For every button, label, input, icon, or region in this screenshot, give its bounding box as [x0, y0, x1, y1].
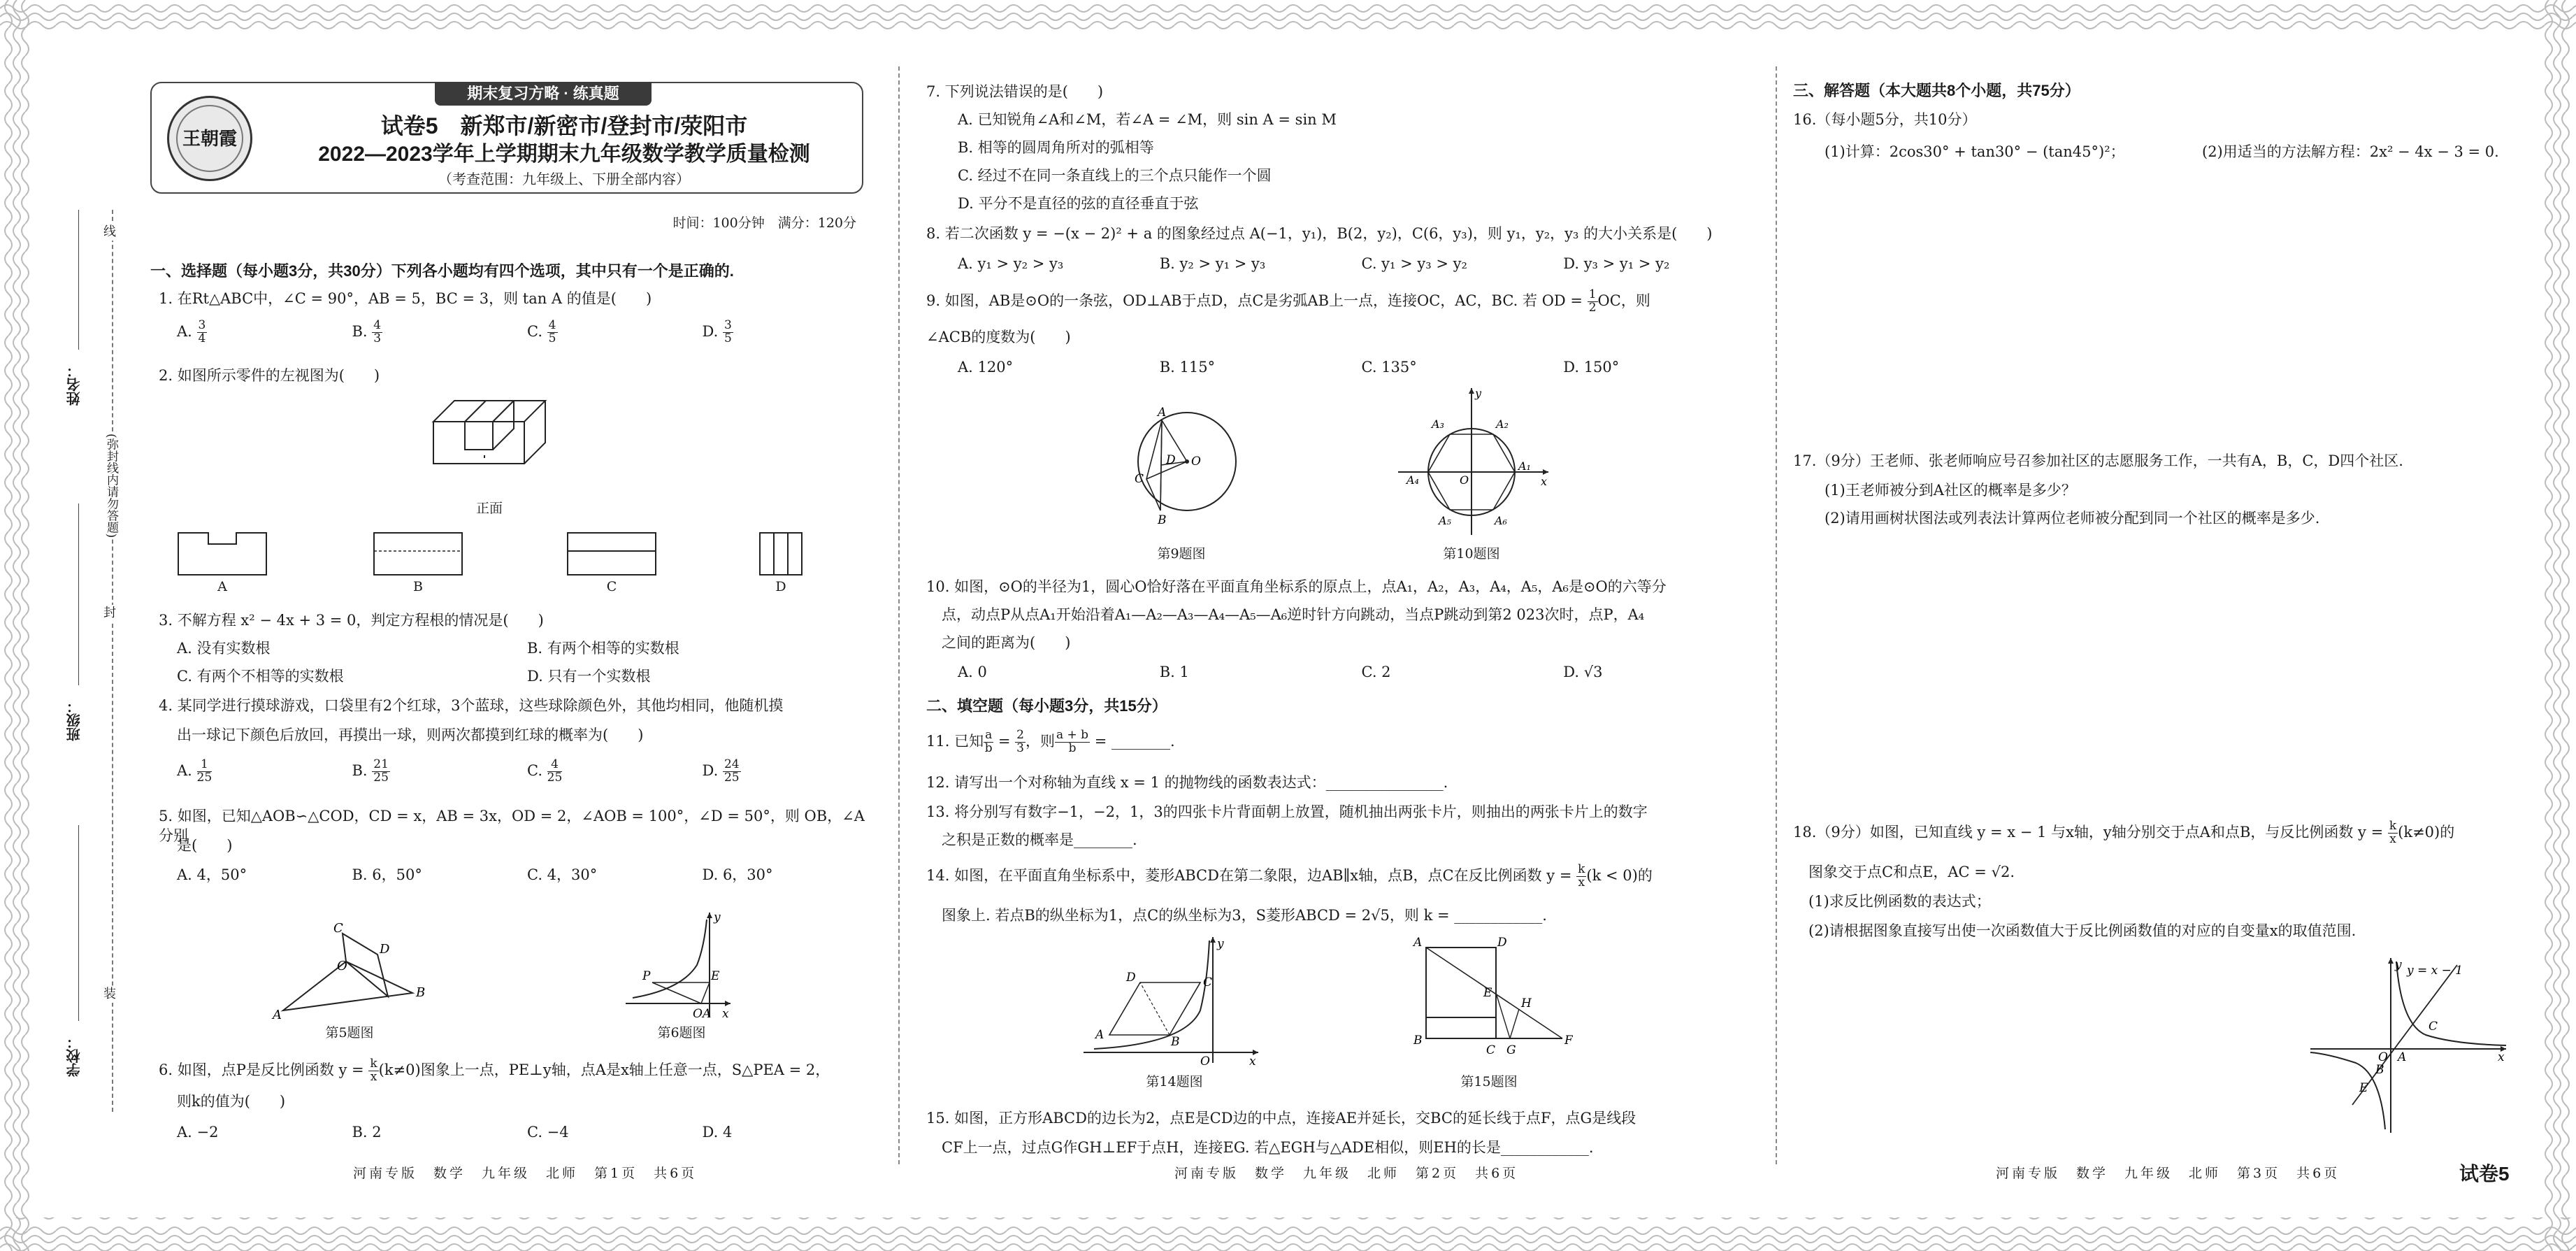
q1-opt-a[interactable]: A. $\frac{3}{4}$: [177, 318, 206, 345]
q3-stem: 3. 不解方程 x² − 4x + 3 = 0，判定方程根的情况是( ): [159, 612, 544, 629]
footer-page-3: 河南专版 数学 九年级 北师 第3页 共6页: [1996, 1166, 2340, 1181]
q18-pre: 18.（9分）如图，已知直线 y = x − 1 与x轴，y轴分别交于点A和点B，与反比例函数 y =: [1793, 823, 2388, 841]
svg-text:D: D: [1126, 971, 1136, 985]
q9-opt-b[interactable]: B. 115°: [1159, 359, 1216, 376]
q9-opt-a[interactable]: A. 120°: [958, 359, 1014, 376]
q14-frac: $\frac{k}{x}$: [1578, 862, 1585, 889]
school-label: 学校：: [67, 1035, 82, 1077]
q8-opt-d[interactable]: D. y₃ > y₁ > y₂: [1563, 255, 1670, 272]
svg-text:A₅: A₅: [1439, 514, 1451, 527]
q14-pre: 14. 如图，在平面直角坐标系中，菱形ABCD在第二象限，边AB∥x轴，点B，点C在反比例函数 y =: [926, 866, 1577, 884]
q6-opt-a[interactable]: A. −2: [177, 1124, 219, 1141]
q6-opt-b[interactable]: B. 2: [352, 1124, 382, 1141]
q11-stem: [926, 729, 1765, 755]
q14-figure: [1080, 934, 1262, 1066]
q8-opt-c[interactable]: C. y₁ > y₃ > y₂: [1361, 255, 1467, 272]
q3-opt-c[interactable]: C. 有两个不相等的实数根: [177, 668, 344, 685]
time-info: 时间：100分钟 满分：120分: [672, 215, 856, 231]
svg-text:y: y: [1217, 937, 1224, 951]
q2-front-label: 正面: [475, 501, 503, 516]
svg-text:E: E: [711, 969, 720, 983]
svg-text:B: B: [1413, 1034, 1423, 1048]
q2-opt-b[interactable]: B: [413, 579, 423, 594]
q4-options: [177, 759, 877, 785]
q3-opt-b[interactable]: B. 有两个相等的实数根: [527, 640, 679, 657]
q6-opt-d[interactable]: D. 4: [702, 1124, 733, 1141]
q5-figure: [269, 906, 451, 1024]
svg-text:y: y: [1475, 387, 1482, 400]
q7-opt-c[interactable]: C. 经过不在同一条直线上的三个点只能作一个圆: [958, 167, 1272, 184]
q10-stem-1: 10. 如图，⊙O的半径为1，圆心O恰好落在平面直角坐标系的原点上，点A₁，A₂，A₃，A₄，A₅，A₆是⊙O的六等分: [926, 578, 1667, 595]
svg-text:C: C: [1135, 472, 1144, 486]
q10-caption: 第10题图: [1443, 546, 1500, 562]
q9-caption: 第9题图: [1157, 546, 1206, 562]
q11-frac3: $\frac{a + b}{b}$: [1056, 728, 1089, 755]
bind-char: 装: [103, 986, 116, 1003]
class-line: [78, 503, 79, 685]
q10-opt-c[interactable]: C. 2: [1361, 664, 1391, 680]
q2-opt-d[interactable]: D: [775, 579, 786, 594]
q6-frac: $\frac{k}{x}$: [370, 1057, 377, 1084]
q1-opt-d[interactable]: D. $\frac{3}{5}$: [702, 318, 732, 345]
q16-answer-space[interactable]: [1793, 171, 2520, 444]
q14-stem-2[interactable]: 图象上. 若点B的纵坐标为1，点C的纵坐标为3，S菱形ABCD = 2√5，则 k = ____________.: [942, 907, 1547, 924]
exam-scope: （考查范围：九年级上、下册全部内容）: [438, 171, 690, 187]
q7-opt-a[interactable]: A. 已知锐角∠A和∠M，若∠A = ∠M，则 sin A = sin M: [958, 111, 1337, 128]
svg-text:x: x: [2498, 1050, 2505, 1064]
svg-text:C: C: [2429, 1020, 2438, 1034]
q11-frac2: $\frac{2}{3}$: [1016, 728, 1024, 755]
svg-text:O: O: [1460, 473, 1469, 487]
binding-sidebar: [63, 210, 119, 1119]
svg-text:G: G: [1506, 1043, 1516, 1057]
svg-text:O: O: [693, 1007, 703, 1021]
class-label: 班级：: [67, 699, 82, 741]
svg-text:D: D: [380, 942, 390, 957]
svg-text:H: H: [1521, 996, 1532, 1010]
svg-text:A: A: [2398, 1050, 2407, 1064]
svg-text:A₄: A₄: [1406, 473, 1419, 487]
svg-text:B: B: [1171, 1035, 1180, 1049]
publisher-logo: [167, 96, 252, 181]
q11-then: ，则: [1026, 732, 1055, 750]
svg-text:A: A: [1413, 936, 1423, 950]
page-1: [150, 66, 877, 1185]
q11-frac1: $\frac{a}{b}$: [984, 728, 993, 755]
svg-text:E: E: [2359, 1081, 2368, 1095]
q6-post: (k≠0)图象上一点，PE⊥y轴，点A是x轴上任意一点，S△PEA = 2，: [378, 1061, 830, 1078]
q6-stem-1: [159, 1058, 877, 1084]
q18-frac: $\frac{k}{x}$: [2389, 819, 2397, 846]
q14-caption: 第14题图: [1146, 1074, 1203, 1089]
svg-text:B: B: [1158, 513, 1167, 527]
q10-options: [958, 662, 1765, 682]
q17-part1: (1)王老师被分到A社区的概率是多少？: [1825, 482, 2076, 499]
q2-view-a: [177, 531, 268, 576]
q4-opt-c[interactable]: C. $\frac{4}{25}$: [527, 757, 563, 785]
svg-text:D: D: [1166, 453, 1176, 467]
q6-pre: 6. 如图，点P是反比例函数 y =: [159, 1061, 369, 1078]
q11-eq: =: [993, 732, 1016, 750]
q8-stem: 8. 若二次函数 y = −(x − 2)² + a 的图象经过点 A(−1，y₁)，B(2，y₂)，C(6，y₃)，则 y₁，y₂，y₃ 的大小关系是( ): [926, 225, 1713, 242]
q1-opt-c[interactable]: C. $\frac{4}{5}$: [527, 318, 556, 345]
q5-opt-a[interactable]: A. 4，50°: [177, 866, 247, 883]
q5-stem-2: 是( ): [177, 837, 233, 854]
q18-part2: (2)请根据图象直接写出使一次函数值大于反比例函数值的对应的自变量x的取值范围.: [1808, 922, 2356, 939]
q12-stem[interactable]: 12. 请写出一个对称轴为直线 x = 1 的抛物线的函数表达式：________________.: [926, 774, 1448, 791]
q8-options: [958, 254, 1765, 273]
q2-stem: 2. 如图所示零件的左视图为( ): [159, 367, 380, 384]
svg-text:x: x: [722, 1007, 729, 1021]
q9-frac: $\frac{1}{2}$: [1588, 287, 1597, 315]
q11-answer-blank[interactable]: = ________.: [1090, 732, 1175, 750]
q6-stem-2: 则k的值为( ): [177, 1093, 286, 1110]
q16-head: 16.（每小题5分，共10分）: [1793, 111, 1977, 128]
svg-text:B: B: [2375, 1063, 2384, 1077]
q5-options: [177, 865, 877, 885]
q3-opt-a[interactable]: A. 没有实数根: [177, 640, 271, 657]
q4-stem-1: 4. 某同学进行摸球游戏，口袋里有2个红球，3个蓝球，这些球除颜色外，其他均相同，他随机摸: [159, 697, 784, 714]
q7-opt-d[interactable]: D. 平分不是直径的弦的直径垂直于弦: [958, 195, 1199, 212]
banner: 期末复习方略 · 练真题: [435, 82, 652, 106]
q1-opt-b[interactable]: B. $\frac{4}{3}$: [352, 318, 382, 345]
svg-text:B: B: [416, 985, 426, 1000]
svg-text:A: A: [1095, 1028, 1104, 1042]
q10-stem-2: 点，动点P从点A₁开始沿着A₁—A₂—A₃—A₄—A₅—A₆逆时针方向跳动，当点P跳动到第2 023次时，点P，A₄: [942, 606, 1645, 623]
q10-stem-3: 之间的距离为( ): [942, 634, 1071, 651]
q9-figure: [1104, 395, 1244, 535]
q16-part1: (1)计算：2cos30° + tan30° − (tan45°)²；: [1825, 143, 2125, 160]
q2-opt-a[interactable]: A: [217, 579, 227, 594]
q14-post: (k < 0)的: [1586, 866, 1653, 884]
svg-text:O: O: [1191, 455, 1201, 469]
seal-char: 封: [103, 605, 116, 622]
page-2: [926, 66, 1765, 1185]
q6-figure: [619, 906, 737, 1024]
bind-notice: (弥封线内请勿答题): [104, 434, 118, 538]
school-line: [78, 825, 79, 1021]
q2-part-figure: [426, 394, 552, 471]
q14-stem-1: [926, 864, 1765, 889]
q17-part2: (2)请用画树状图法或列表法计算两位老师被分配到同一个社区的概率是多少.: [1825, 510, 2320, 527]
q7-opt-b[interactable]: B. 相等的圆周角所对的弧相等: [958, 139, 1154, 156]
svg-text:x: x: [1541, 475, 1548, 488]
q17-answer-space[interactable]: [1793, 538, 2520, 811]
q17-head: 17.（9分）王老师、张老师响应号召参加社区的志愿服务工作，一共有A，B，C，D四个社区.: [1793, 452, 2403, 469]
svg-text:x: x: [1249, 1055, 1256, 1066]
q15-caption: 第15题图: [1460, 1074, 1518, 1089]
svg-text:C: C: [1203, 975, 1213, 989]
svg-text:D: D: [1497, 936, 1507, 950]
q9-opt-c[interactable]: C. 135°: [1361, 359, 1417, 376]
q5-opt-b[interactable]: B. 6，50°: [352, 866, 422, 883]
q3-opt-d[interactable]: D. 只有一个实数根: [527, 668, 651, 685]
q9-options: [958, 357, 1765, 377]
q16-part2: (2)用适当的方法解方程：2x² − 4x − 3 = 0.: [2202, 143, 2499, 160]
q4-opt-a[interactable]: A. $\frac{1}{25}$: [177, 757, 213, 785]
q3-options-row1: [177, 638, 877, 658]
section1-title: 一、选择题（每小题3分，共30分）下列各小题均有四个选项，其中只有一个是正确的.: [150, 262, 734, 280]
q11-pre: 11. 已知: [926, 732, 984, 750]
q18-part1: (1)求反比例函数的表达式；: [1808, 893, 1991, 910]
svg-text:O: O: [2378, 1050, 2388, 1064]
q5-caption: 第5题图: [325, 1025, 374, 1041]
q2-view-c: [566, 531, 657, 576]
q4-opt-b[interactable]: B. $\frac{21}{25}$: [352, 757, 389, 785]
q18-figure: [2307, 955, 2510, 1136]
line-char: 线: [103, 224, 116, 241]
q1-stem: 1. 在Rt△ABC中，∠C = 90°，AB = 5，BC = 3，则 tan A 的值是( ): [159, 290, 652, 307]
q8-opt-a[interactable]: A. y₁ > y₂ > y₃: [958, 255, 1064, 272]
logo-text: 王朝霞: [182, 129, 237, 150]
name-label: 姓名：: [67, 364, 82, 406]
q10-opt-a[interactable]: A. 0: [958, 664, 987, 680]
q18-stem-2: 图象交于点C和点E，AC = √2.: [1808, 864, 2015, 880]
q5-opt-d[interactable]: D. 6，30°: [702, 866, 773, 883]
section2-title: 二、填空题（每小题3分，共15分）: [926, 697, 1167, 715]
q9-post: OC，则: [1597, 292, 1650, 309]
q6-opt-c[interactable]: C. −4: [527, 1124, 569, 1141]
q10-opt-b[interactable]: B. 1: [1159, 664, 1189, 680]
q6-caption: 第6题图: [657, 1025, 706, 1041]
svg-text:y: y: [2395, 958, 2402, 972]
q9-pre: 9. 如图，AB是⊙O的一条弦，OD⊥AB于点D，点C是劣弧AB上一点，连接OC，AC，BC. 若 OD =: [926, 292, 1588, 309]
svg-text:E: E: [1483, 986, 1492, 1000]
q2-view-d: [758, 531, 803, 576]
q15-figure: [1405, 934, 1573, 1066]
name-line: [78, 210, 79, 350]
svg-text:F: F: [1564, 1034, 1573, 1048]
svg-text:C: C: [1486, 1043, 1496, 1057]
page-divider-1: [898, 66, 900, 1164]
q15-stem-2[interactable]: CF上一点，过点G作GH⊥EF于点H，连接EG. 若△EGH与△ADE相似，则EH的长是____________.: [942, 1139, 1594, 1156]
q4-opt-d[interactable]: D. $\frac{24}{25}$: [702, 757, 740, 785]
q5-opt-c[interactable]: C. 4，30°: [527, 866, 598, 883]
svg-text:y: y: [714, 910, 721, 924]
q18-line-label: y = x − 1: [2407, 964, 2463, 978]
q13-stem-2[interactable]: 之积是正数的概率是________.: [942, 831, 1137, 848]
svg-text:A: A: [703, 1007, 712, 1021]
svg-text:C: C: [333, 921, 343, 936]
footer-page-1: 河南专版 数学 九年级 北师 第1页 共6页: [353, 1166, 698, 1181]
svg-text:A₂: A₂: [1496, 417, 1509, 431]
q9-stem-1: [926, 289, 1765, 315]
svg-text:O: O: [337, 959, 347, 973]
q7-stem: 7. 下列说法错误的是( ): [926, 83, 1104, 100]
svg-text:A: A: [1158, 406, 1167, 420]
q8-opt-b[interactable]: B. y₂ > y₁ > y₃: [1159, 255, 1266, 272]
exam-title: 试卷5 新郑市/新密市/登封市/荥阳市: [380, 113, 748, 138]
exam-subtitle: 2022—2023学年上学期期末九年级数学教学质量检测: [318, 143, 810, 166]
q9-stem-2: ∠ACB的度数为( ): [926, 329, 1071, 345]
q13-stem-1: 13. 将分别写有数字−1，−2，1，3的四张卡片背面朝上放置，随机抽出两张卡片，则抽出的两张卡片上的数字: [926, 803, 1648, 820]
page-3: [1793, 66, 2527, 1185]
q18-stem-1: [1793, 820, 2527, 846]
svg-text:A₁: A₁: [1518, 459, 1531, 473]
q15-stem-1: 15. 如图，正方形ABCD的边长为2，点E是CD边的中点，连接AE并延长，交BC的延长线于点F，点G是线段: [926, 1110, 1636, 1127]
svg-text:O: O: [1200, 1055, 1210, 1066]
q5-stem-1: 5. 如图，已知△AOB∽△COD，CD = x，AB = 3x，OD = 2，∠AOB = 100°，∠D = 50°，则 OB，∠A 分别: [159, 808, 865, 845]
q2-opt-c[interactable]: C: [606, 579, 617, 594]
q3-options-row2: [177, 666, 877, 686]
q10-opt-d[interactable]: D. √3: [1563, 664, 1603, 680]
q10-figure: [1391, 385, 1552, 538]
q9-opt-d[interactable]: D. 150°: [1563, 359, 1620, 376]
q18-post: (k≠0)的: [2398, 823, 2455, 841]
svg-text:A₆: A₆: [1495, 514, 1507, 527]
q6-options: [177, 1122, 877, 1142]
q2-view-b: [373, 531, 463, 576]
exam-header: [150, 82, 863, 194]
exam-tag: 试卷5: [2459, 1163, 2510, 1185]
svg-text:A₃: A₃: [1432, 417, 1444, 431]
q1-options: [177, 320, 877, 345]
svg-text:A: A: [273, 1008, 282, 1022]
q4-stem-2: 出一球记下颜色后放回，再摸出一球，则两次都摸到红球的概率为( ): [177, 727, 644, 743]
page-divider-2: [1776, 66, 1777, 1164]
footer-page-2: 河南专版 数学 九年级 北师 第2页 共6页: [1174, 1166, 1519, 1181]
svg-text:P: P: [642, 969, 651, 983]
section3-title: 三、解答题（本大题共8个小题，共75分）: [1793, 82, 2080, 99]
